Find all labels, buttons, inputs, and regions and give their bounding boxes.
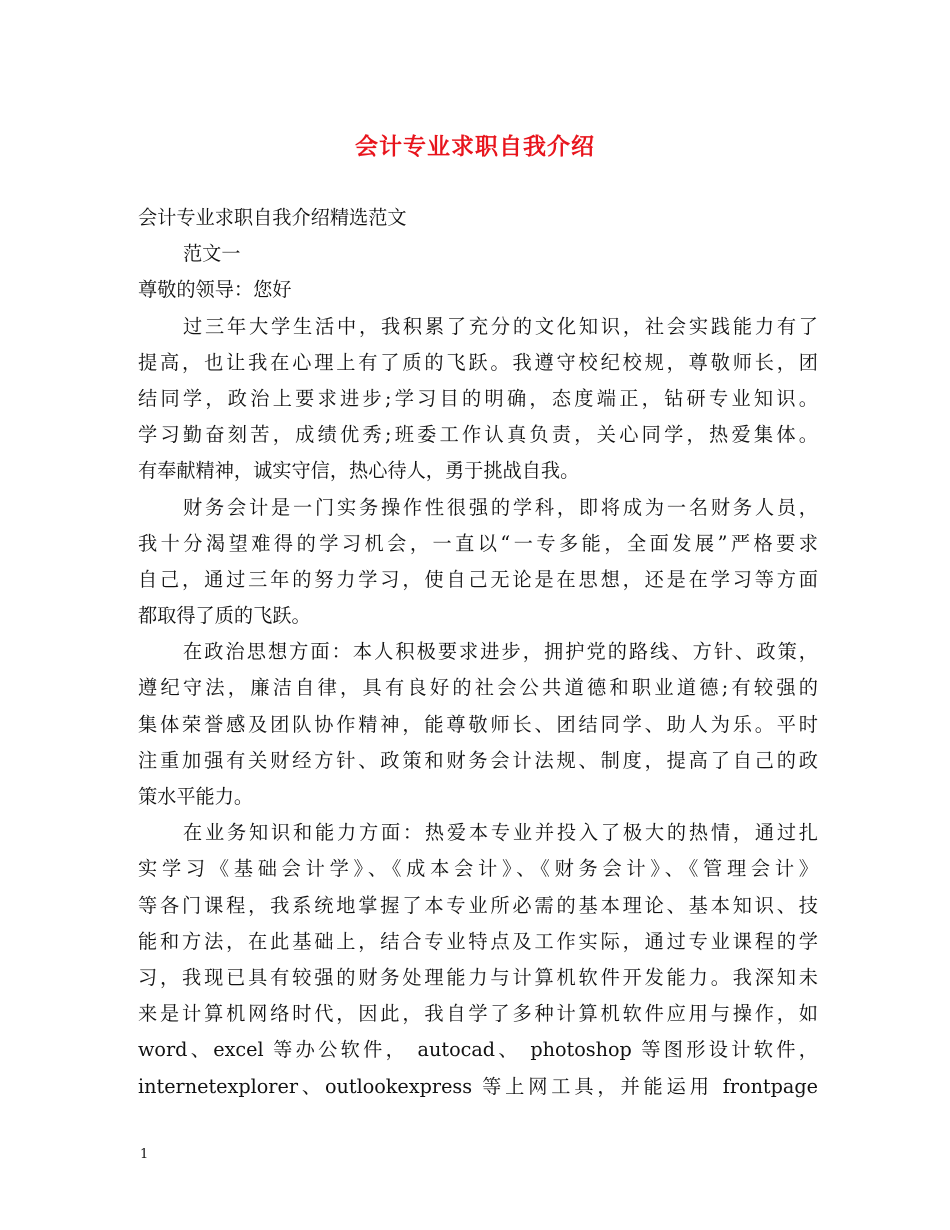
body-line: 尊敬的领导：您好: [138, 278, 292, 302]
body-line: 财务会计是一门实务操作性很强的学科，即将成为一名财务人员，: [183, 495, 818, 519]
body-line: 实学习《基础会计学》、《成本会计》、《财务会计》、《管理会计》: [138, 857, 818, 881]
body-line: 提高，也让我在心理上有了质的飞跃。我遵守校纪校规，尊敬师长，团: [138, 350, 818, 374]
body-line: 会计专业求职自我介绍精选范文: [138, 206, 407, 229]
body-line: 来是计算机网络时代，因此，我自学了多种计算机软件应用与操作，如: [138, 1002, 818, 1026]
body-line: 过三年大学生活中，我积累了充分的文化知识，社会实践能力有了: [183, 314, 818, 338]
body-line: 都取得了质的飞跃。: [138, 604, 311, 628]
body-line: 遵纪守法，廉洁自律，具有良好的社会公共道德和职业道德;有较强的: [138, 676, 818, 700]
body-line: 自己，通过三年的努力学习，使自己无论是在思想，还是在学习等方面: [138, 567, 818, 591]
body-line: 集体荣誉感及团队协作精神，能尊敬师长、团结同学、助人为乐。平时: [138, 712, 818, 736]
body-line: 等各门课程，我系统地掌握了本专业所必需的基本理论、基本知识、技: [138, 893, 818, 917]
body-line: 结同学，政治上要求进步;学习目的明确，态度端正，钻研专业知识。: [138, 386, 818, 410]
body-line: 范文一: [183, 242, 241, 266]
body-line: 在业务知识和能力方面：热爱本专业并投入了极大的热情，通过扎: [183, 821, 818, 845]
body-line: 习，我现已具有较强的财务处理能力与计算机软件开发能力。我深知未: [138, 965, 818, 989]
body-line: 策水平能力。: [138, 785, 254, 808]
body-line: 注重加强有关财经方针、政策和财务会计法规、制度，提高了自己的政: [138, 748, 818, 772]
body-line: 有奉献精神，诚实守信，热心待人，勇于挑战自我。: [138, 459, 580, 483]
document-title: 会计专业求职自我介绍: [355, 133, 595, 160]
body-line: 我十分渴望难得的学习机会，一直以“一专多能，全面发展”严格要求: [138, 531, 818, 555]
document-body: [138, 200, 818, 1105]
body-line: 能和方法，在此基础上，结合专业特点及工作实际，通过专业课程的学: [138, 929, 818, 953]
body-line: internetexplorer、outlookexpress 等上网工具，并能运用 frontpage: [138, 1074, 818, 1098]
page-number: 1: [140, 1147, 149, 1162]
body-line: 在政治思想方面：本人积极要求进步，拥护党的路线、方针、政策，: [183, 640, 818, 664]
body-line: 学习勤奋刻苦，成绩优秀;班委工作认真负责，关心同学，热爱集体。: [138, 423, 818, 447]
body-line: word、excel 等办公软件， autocad、 photoshop 等图形设计软件，: [138, 1038, 818, 1062]
